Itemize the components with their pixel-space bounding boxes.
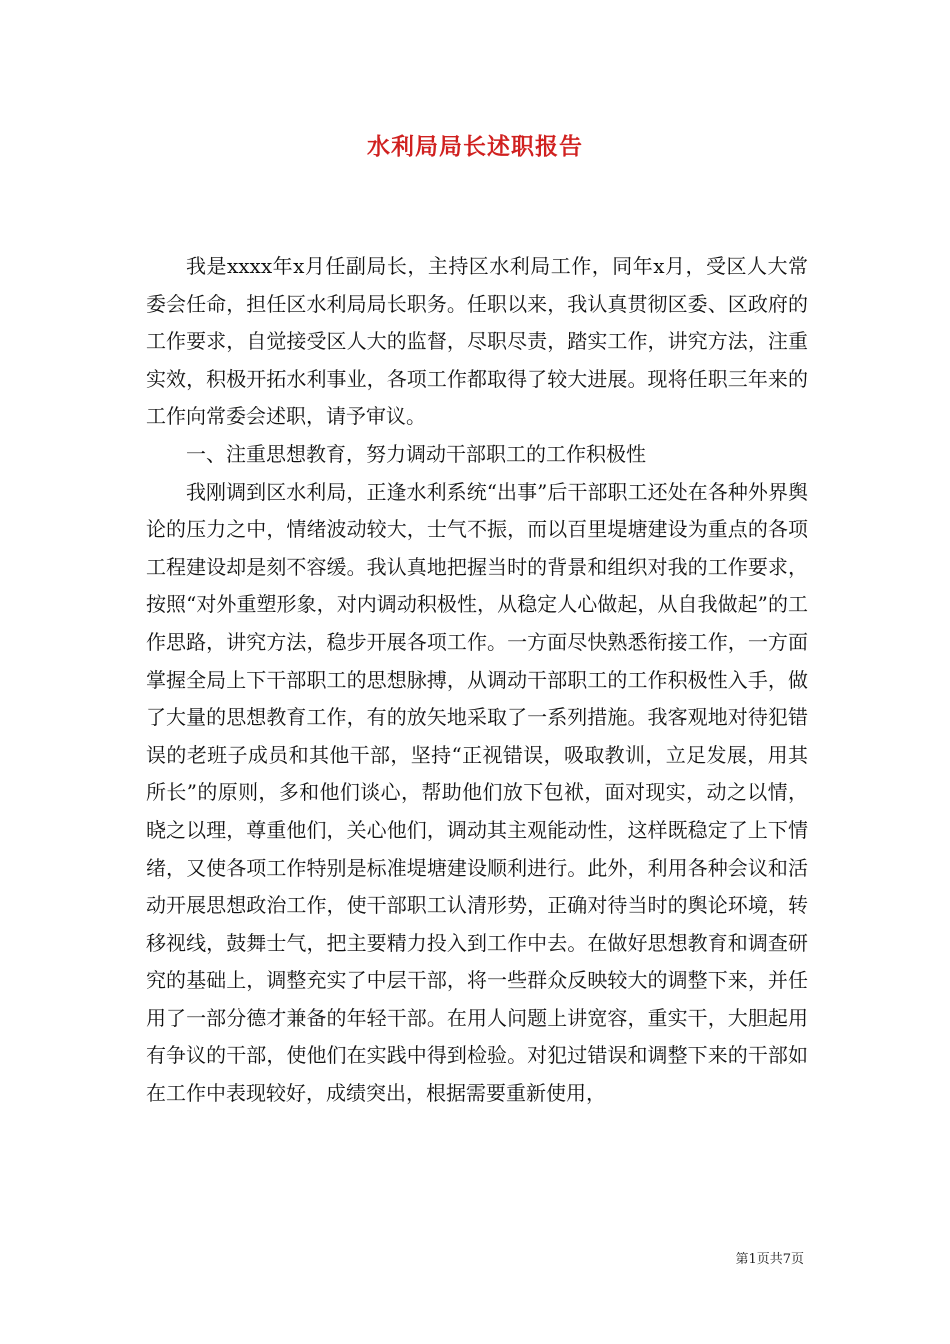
page-number: 第1页共7页: [735, 1252, 804, 1267]
section-heading: 一、注重思想教育，努力调动干部职工的工作积极性: [186, 441, 646, 466]
document-title: 水利局局长述职报告: [367, 133, 583, 160]
section-paragraph: 我刚调到区水利局，正逢水利系统“出事”后干部职工还处在各种外界舆论的压力之中，情绪波动较大，士气不振，而以百里堤塘建设为重点的各项工程建设却是刻不容缓。我认真地把握当时的背景和组织对我的工作要求，按照“对外重塑形象，对内调动积极性，从稳定人心做起，从自我做起”的工作思路，讲究方法，稳步开展各项工作。一方面尽快熟悉衔接工作，一方面掌握全局上下干部职工的思想脉搏，从调动干部职工的工作积极性入手，做了大量的思想教育工作，有的放矢地采取了一系列措施。我客观地对待犯错误的老班子成员和其他干部，坚持“正视错误，吸取教训，立足发展，用其所长”的原则，多和他们谈心，帮助他们放下包袱，面对现实，动之以情，晓之以理，尊重他们，关心他们，调动其主观能动性，这样既稳定了上下情绪，又使各项工作特别是标准堤塘建设顺利进行。此外，利用各种会议和活动开展思想政治工作，使干部职工认清形势，正确对待当时的舆论环境，转移视线，鼓舞士气，把主要精力投入到工作中去。在做好思想教育和调查研究的基础上，调整充实了中层干部，将一些群众反映较大的调整下来，并任用了一部分德才兼备的年轻干部。在用人问题上讲宽容，重实干，大胆起用有争议的干部，使他们在实践中得到检验。对犯过错误和调整下来的干部如在工作中表现较好，成绩突出，根据需要重新使用，: [146, 479, 808, 1106]
document-body: [146, 248, 808, 1113]
intro-paragraph: 我是xxxx年x月任副局长，主持区水利局工作，同年x月，受区人大常委会任命，担任区水利局局长职务。任职以来，我认真贯彻区委、区政府的工作要求，自觉接受区人大的监督，尽职尽责，踏实工作，讲究方法，注重实效，积极开拓水利事业，各项工作都取得了较大进展。现将任职三年来的工作向常委会述职，请予审议。: [146, 254, 808, 429]
